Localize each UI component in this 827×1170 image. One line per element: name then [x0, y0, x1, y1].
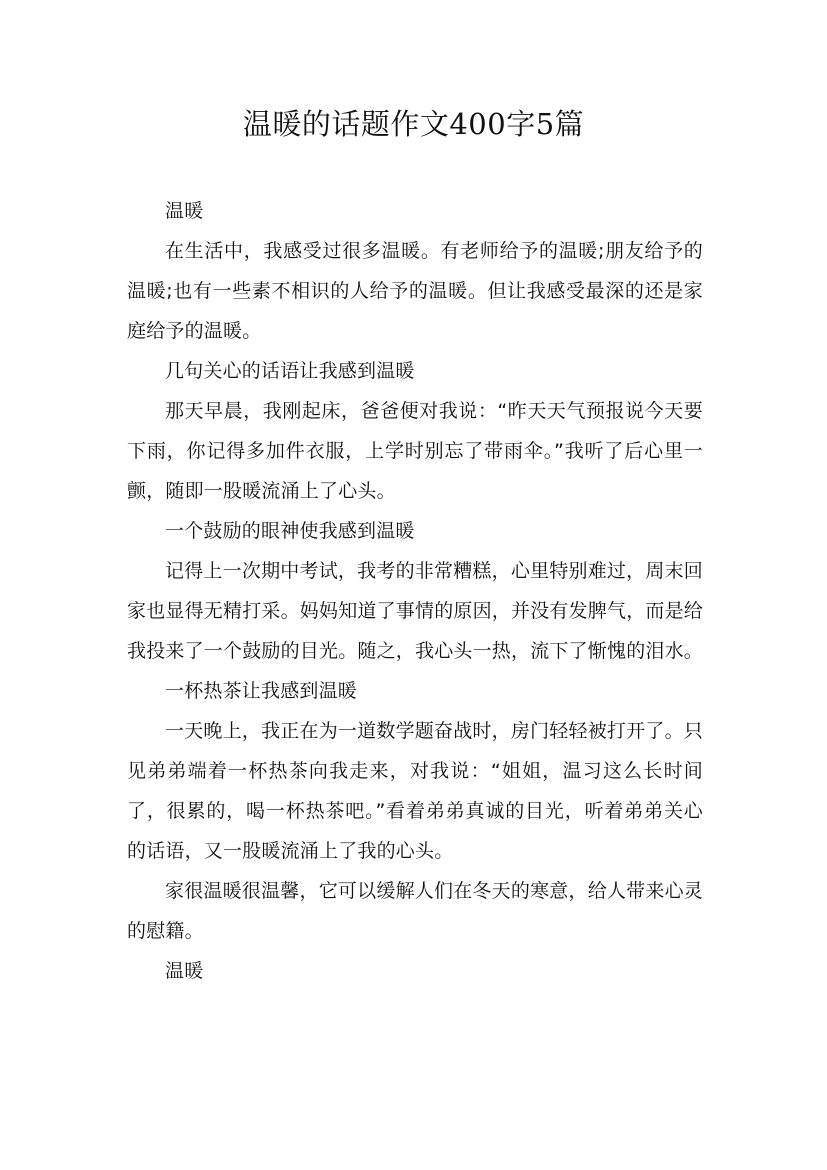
- document-body: [127, 191, 703, 991]
- paragraph: 记得上一次期中考试，我考的非常糟糕，心里特别难过，周末回家也显得无精打采。妈妈知道了事情的原因，并没有发脾气，而是给我投来了一个鼓励的目光。随之，我心头一热，流下了惭愧的泪水。: [127, 560, 704, 662]
- document-title: 温暖的话题作文400字5篇: [242, 107, 585, 141]
- section-heading: 几句关心的话语让我感到温暖: [165, 360, 415, 382]
- section-heading: 一杯热茶让我感到温暖: [165, 680, 358, 702]
- section-heading: 温暖: [165, 200, 204, 222]
- paragraph: 在生活中，我感受过很多温暖。有老师给予的温暖;朋友给予的温暖;也有一些素不相识的人给予的温暖。但让我感受最深的还是家庭给予的温暖。: [127, 240, 703, 342]
- paragraph: 家很温暖很温馨，它可以缓解人们在冬天的寒意，给人带来心灵的慰籍。: [127, 880, 703, 942]
- paragraph: 那天早晨，我刚起床，爸爸便对我说：“昨天天气预报说今天要下雨，你记得多加件衣服，上学时别忘了带雨伞。”我听了后心里一颤，随即一股暖流涌上了心头。: [127, 400, 703, 502]
- paragraph: 一天晚上，我正在为一道数学题奋战时，房门轻轻被打开了。只见弟弟端着一杯热茶向我走来，对我说：“姐姐，温习这么长时间了，很累的，喝一杯热茶吧。”看着弟弟真诚的目光，听着弟弟关心的话语，又一股暖流涌上了我的心头。: [127, 720, 703, 862]
- section-heading: 一个鼓励的眼神使我感到温暖: [165, 520, 415, 542]
- section-heading: 温暖: [165, 960, 204, 982]
